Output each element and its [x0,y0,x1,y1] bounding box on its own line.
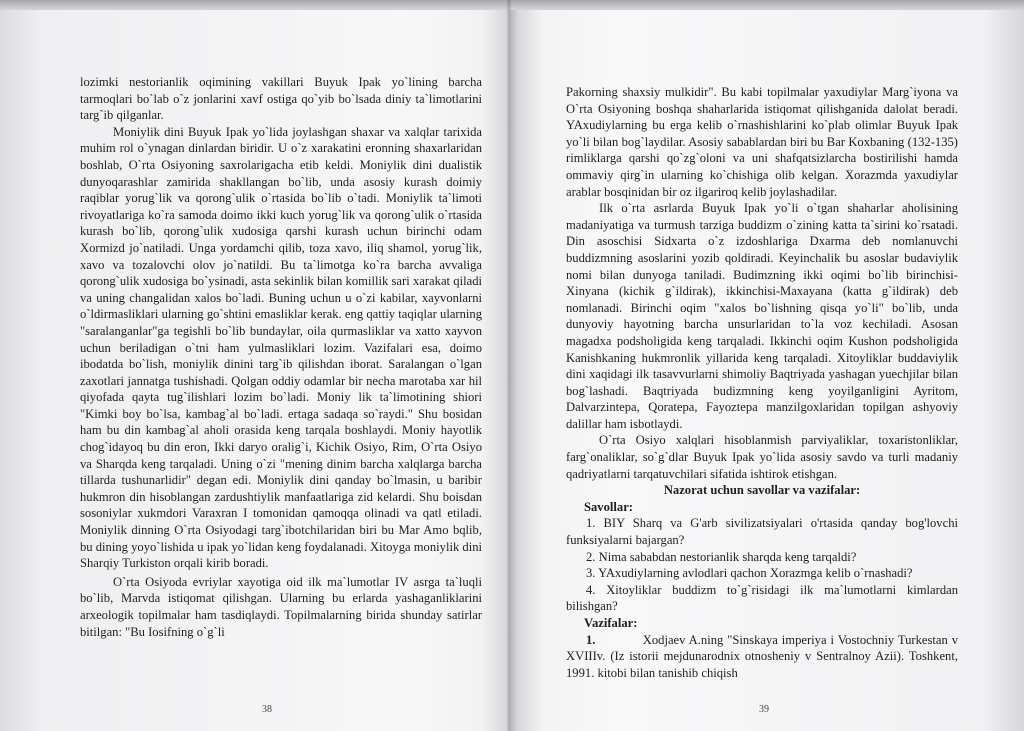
task-text: Xodjaev A.ning "Sinskaya imperiya i Vostochniy Turkestan v XVIIIv. (Iz istorii mejdunarodnix otnosheniy v Sentralnoy Azii). Toshkent, 1991. kitobi bilan tanishib chiqish [566,632,959,680]
questions-label: Savollar: [584,499,633,514]
page-number-right: 39 [759,704,769,715]
question-item: 4. Xitoyliklar buddizm to`g`risidagi ilk ma`lumotlarni kimlardan bilishgan? [566,582,958,614]
page-number-left: 38 [262,704,272,715]
question-item: 1. BIY Sharq va G'arb sivilizatsiyalari o'rtasida qanday bog'lovchi funksiyalarni bajargan? [566,516,958,548]
left-page [80,74,482,640]
book-spine [506,0,512,731]
scan-top-edge [0,0,1024,10]
paragraph: Ilk o`rta asrlarda Buyuk Ipak yo`li o`tgan shaharlar aholisining madaniyatiga va turmush tarziga buddizm o`zining katta ta`sirini ko`rsatadi. Din asoschisi Sidxarta o`z izdoshlariga Dxarma deb nomlanuvchi buddizmning asoslarini yozib qoldiradi. Keyinchalik bu asoslar budaviylik nomi bilan dunyoga taniladi. Budimzning ikki oqimi bo`lib birinchisi-Xinyana (kichik g`ildirak), ikkinchisi-Maxayana (katta g`ildirak) deb nomlanadi. Birinchi oqim "xalos bo`lishning qisqa yo`li" bo`lib, unda dunyoviy hayotning barcha unsurlaridan to`la voz kechiladi. Asosan magadxa podsholigida keng tarqaladi. Ikkinchi oqim Kushon podsholigida Kanishkaning hukmronlik yillarida keng tarqaladi. Xitoyliklar buddaviylik dini xaqidagi ilk tasavvurlarni shimoliy Baqtriyada yashagan yuechjilar bilan bog`lashadi. Baqtriyada budizmning keng yoyilganligini Ayritom, Dalvarzintepa, Qoratepa, Fayoztepa manzilgoxlaridan topilgan ashyoviy dalillar ham isbotlaydi. [566,201,958,431]
tasks-label: Vazifalar: [584,616,638,630]
paragraph: O`rta Osiyo xalqlari hisoblanmish parviyaliklar, toxaristonliklar, farg`onaliklar, so`g`dlar Buyuk Ipak yo`lida asosiy savdo va turli madaniy qadriyatlarni tarqatuvchilari sifatida ishtirok etishgan. [566,433,958,481]
section-title: Nazorat uchun savollar va vazifalar: [663,483,861,498]
question-item: 3. YAxudiylarning avlodlari qachon Xorazmga kelib o`rnashadi? [586,566,913,581]
paragraph: Moniylik dini Buyuk Ipak yo`lida joylashgan shaxar va xalqlar tarixida muhim rol o`ynagan dinlardan biridir. U o`z xarakatini eronning shaxarlaridan boshlab, O`rta Osiyoning saxrolarigacha etib keldi. Moniylik dini dualistik dunyoqarashlar zamirida shakllangan bo`lib, unda asosiy kurash doimiy raqiblar yorug`lik va qorong`ulik o`rtasida bo`lib o`tadi. Moniylik ta`limoti rivoyatlariga ko`ra samoda doimo ikki kuch yorug`lik va qorong`ulik o`rtasida kurash bo`lib, qorong`ulik xudosiga qarshi kurash uchun birinchi odam Xormizd jo`natiladi. Unga yordamchi qilib, toza xavo, iliq shamol, yorug`lik, xavo va tozalovchi olov jo`natildi. Bu ta`limotga ko`ra barcha avvaliga qorong`ulik xudosiga bo`ysinadi, asta sekinlik bilan komillik sari xarakat qiladi va uning changalidan xalos bo`ladi. Buning uchun u o`zi kabilar, xayvonlarni o`ldirmasliklari ularning go`shtini emasliklar kerak. eng qattiy taqiqlar ularning "saralanganlar"ga tegishli bo`lib bundaylar, oila qurmasliklar va xatto xayvon uchun beriladigan o`tni ham yulmasliklari lozim. Vazifalari esa, doimo ibodatda bo`lish, moniylik dinini targ`ib qilishdan iborat. Saralangan o`lgan zaxotlari jannatga tushishadi. Qolgan oddiy odamlar bir necha marotaba xar hil qiyofada qayta tug`ilishlari lozim bo`ladi. Moniy lik ta`limotining shiori "Kimki boy bo`lsa, kambag`al bo`ladi. ertaga sadaqa so`raydi." Shu bosidan ham bu din kambag`al aholi orasida keng tarqala boshlaydi. Moniy hayotlik chog`idayoq bu din eron, Ikki daryo oralig`i, Kichik Osiyo, Rim, O`rta Osiyo va Sharqda keng tarqaladi. Uning o`zi "mening dinim barcha xalqlarga barcha tillarda tushunarlidir" degan edi. Moniylik dini qanday bo`lmasin, u baribir hukmron din hisoblangan zardushtiylik manfaatlariga zid kelardi. Shu boisdan sosoniylar xukmdori Varaxran I tomonidan qamoqqa olinadi va qatl etiladi. Moniylik dinning O`rta Osiyodagi targ`ibotchilaridan biri bu Mar Amo bqlib, bu dining yoyo`lishida u ipak yo`lidan keng foydalanadi. Xitoyga moniylik dini Sharqiy Turkiston orqali kirib boradi. [80,124,482,571]
task-number: 1. [586,632,596,647]
right-page [566,84,958,681]
paragraph: Pakorning shaxsiy mulkidir". Bu kabi topilmalar yaxudiylar Marg`iyona va O`rta Osiyoning boshqa shaharlarida istiqomat qilishganida dalolat beradi. YAxudiylarning bu erga kelib o`rnashishlarini ko`plab olimlar Buyuk Ipak yo`li bilan bog`laydilar. Asosiy sabablardan biri bu Bar Koxbaning (132-135) rimliklarga qarshi qo`zg`oloni va uni shafqatsizlarcha bostirilishi hamda ommaviy qirg`in ularning ko`chishiga olib kelgan. Xorazmda yaxudiylar arablar bosqinidan bir oz ilgariroq kelib joylashadilar. [566,85,958,199]
paragraph: lozimki nestorianlik oqimining vakillari Buyuk Ipak yo`lining barcha tarmoqlari bo`lab o`z jonlarini xavf ostiga qo`yib bo`lsada diniy ta`limotlarini targ`ib qilganlar. [80,75,482,123]
paragraph: O`rta Osiyoda evriylar xayotiga oid ilk ma`lumotlar IV asrga ta`luqli bo`lib, Marvda istiqomat qilishgan. Ularning bu erlarda yashaganliklarini arxeologik topilmalar ham tasdiqlaydi. Topilmalarning birida shunday satirlar bitilgan: "Bu Iosifning o`g`li [80,574,482,639]
question-item: 2. Nima sababdan nestorianlik sharqda keng tarqaldi? [586,549,857,564]
task-item [566,632,958,682]
